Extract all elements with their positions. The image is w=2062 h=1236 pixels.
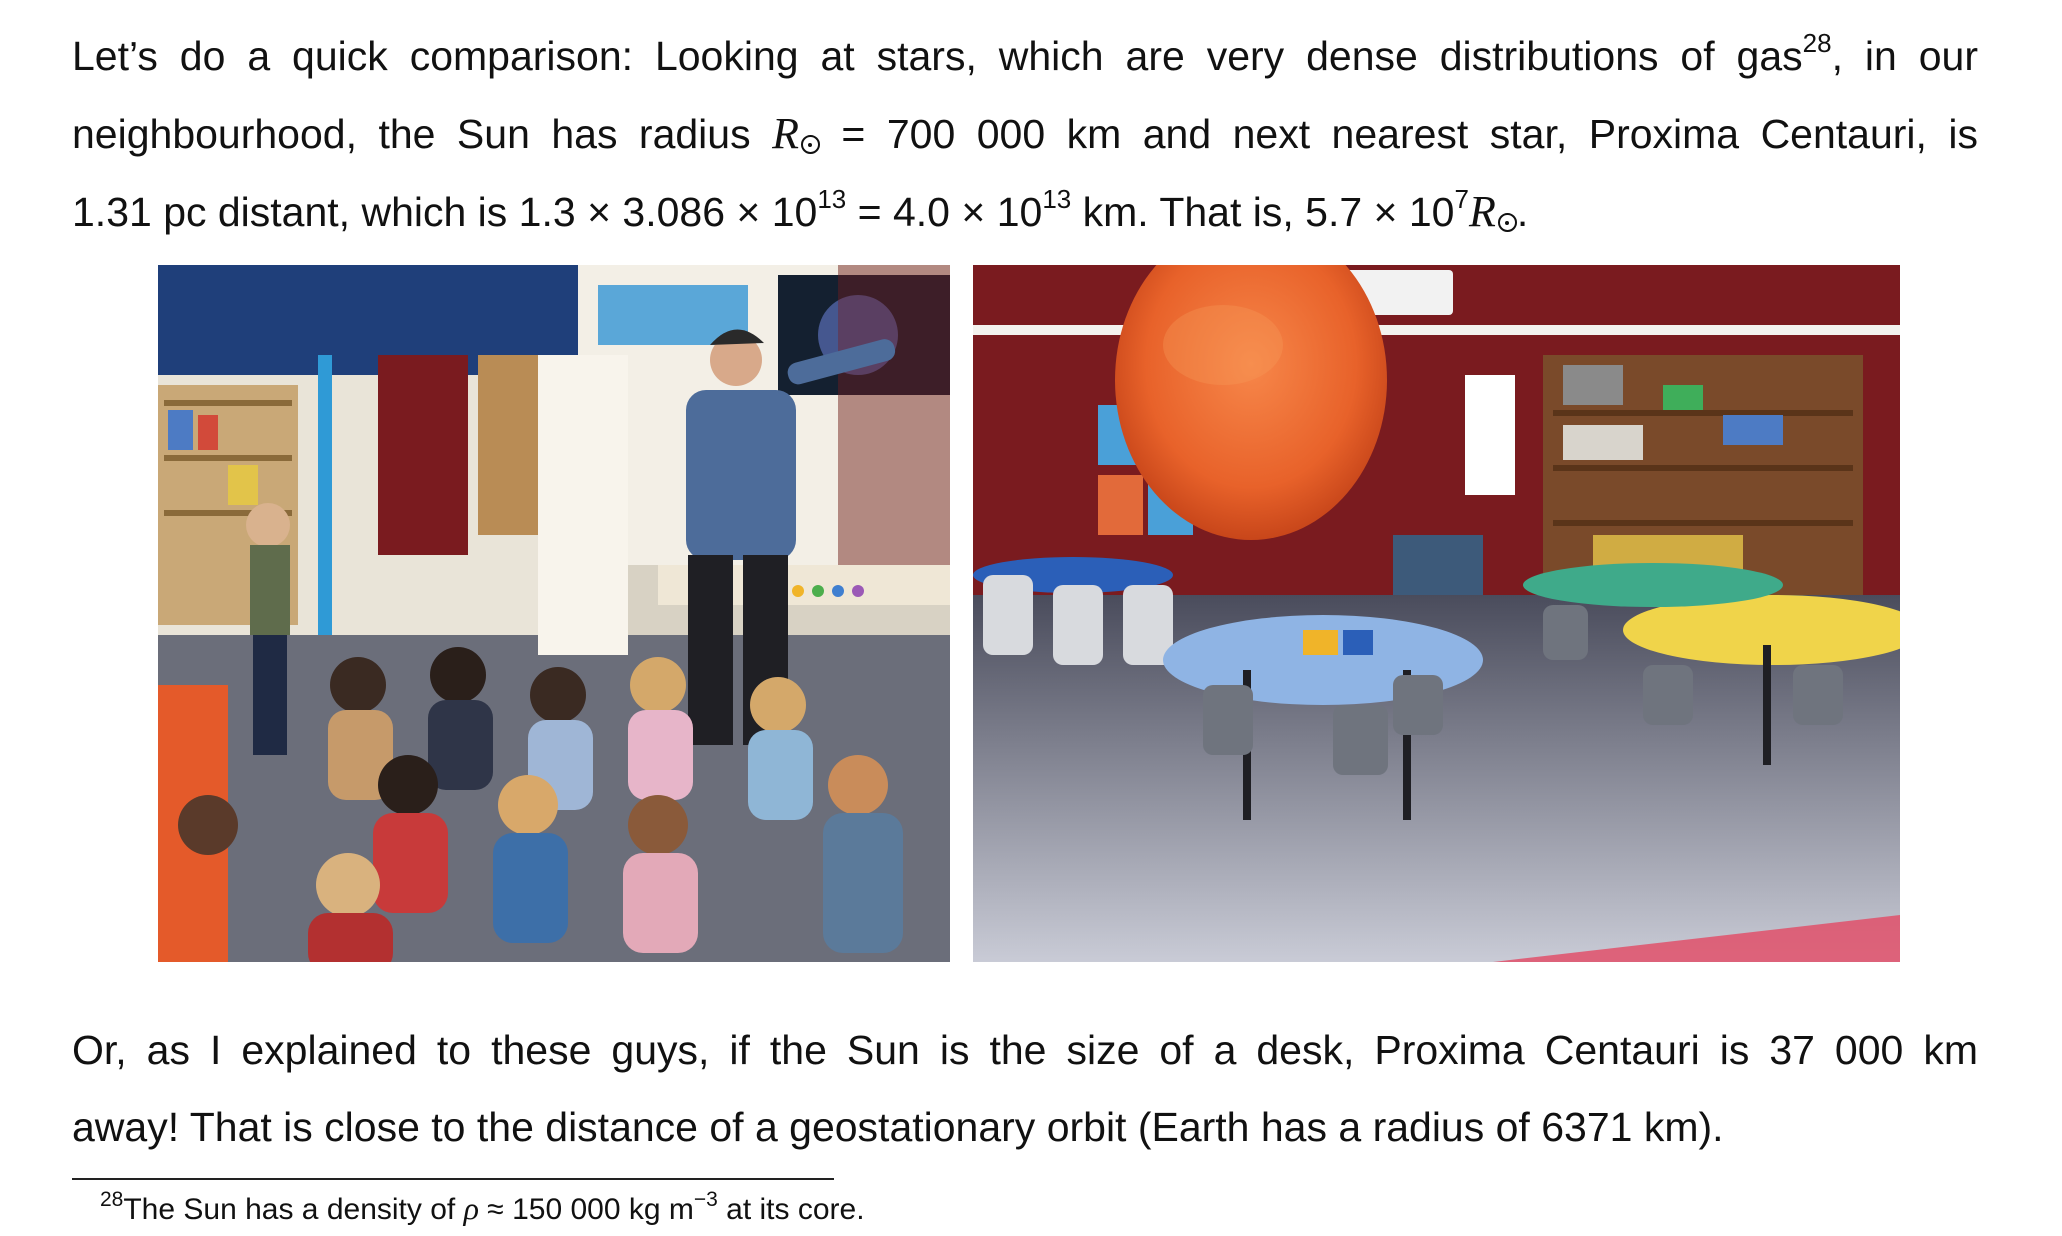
paragraph-line-1: Let’s do a quick comparison: Looking at stars, which are very dense distributions of gas$^{28}$, in our [72, 28, 1978, 79]
classroom-sun-photo [973, 265, 1900, 962]
paragraph-line-3: 1.31 pc distant, which is $1.3 \times 3.086 \times 10^{13} = 4.0 \times 10^{13}$ km. That is, $5.7 \times 10^7R$ . [72, 184, 1529, 236]
footnote-number: 28 [100, 1188, 124, 1211]
paragraph-line-2: away! That is close to the distance of a geostationary orbit (Earth has a radius of 6371 km). [72, 1104, 1724, 1150]
footnote: $^{28}$The Sun has a density of ρ ≈ 150 000 kg $m^{-3}$ at its core. [100, 1188, 865, 1226]
paragraph-desk-analogy [72, 1012, 1978, 1166]
classroom-teacher-photo [158, 265, 950, 962]
paragraph-line-1: Or, as I explained to these guys, if the Sun is the size of a desk, Proxima Centauri is 37 000 km [72, 1027, 1978, 1073]
sun-symbol-icon [801, 135, 820, 154]
paragraph-comparison [72, 18, 1978, 251]
footnote-ref[interactable]: 28 [1802, 28, 1832, 58]
paragraph-line-2: neighbourhood, the Sun has radius R = 700 000 km and next nearest star, Proxima Centauri, is [72, 109, 1979, 158]
sun-symbol-icon [1498, 213, 1517, 232]
footnote-divider [72, 1178, 834, 1180]
